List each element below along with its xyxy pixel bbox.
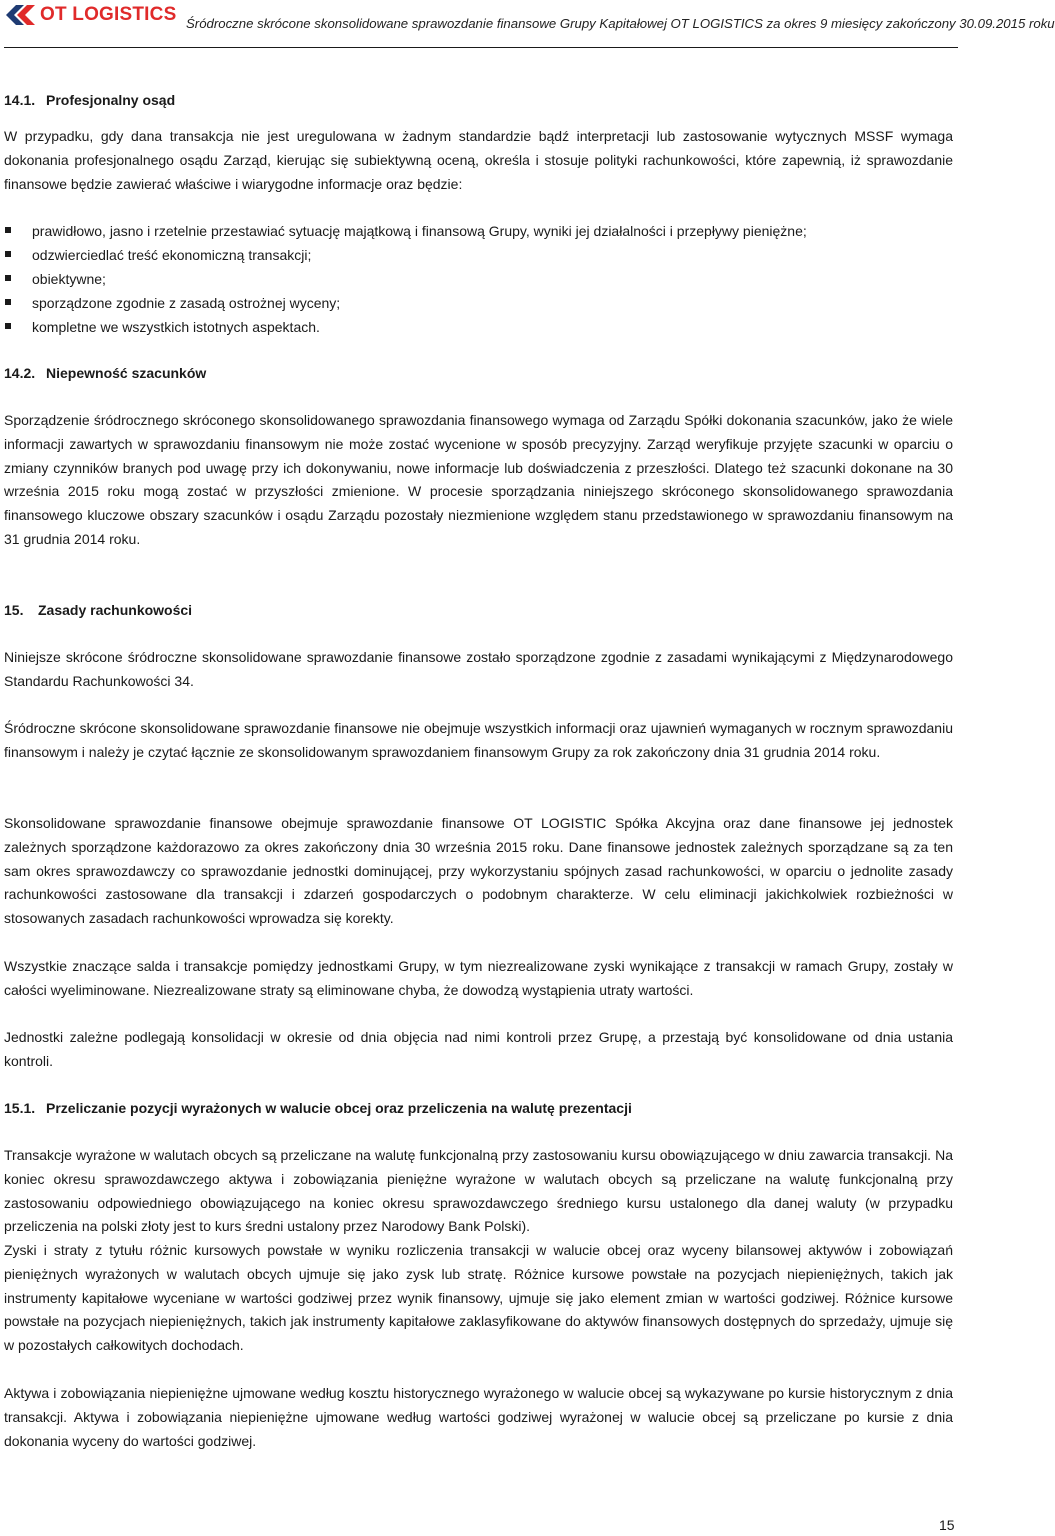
paragraph-estimates: Sporządzenie śródrocznego skróconego skonsolidowanego sprawozdania finansowego wymaga od Zarządu Spółki dokonania szacunków, jako że wiele informacji zawartych w sprawozdaniu finansowym nie może zostać wycenione w sposób precyzyjny. Zarząd weryfikuje przyjęte szacunki w oparciu o zmiany czynników branych pod uwagę przy ich dokonywaniu, nowe informacje lub doświadczenia z przeszłości. Dlatego też szacunki dokonane na 30 września 2015 roku mogą zostać w przyszłości zmienione. W procesie sporządzania niniejszego skróconego skonsolidowanego sprawozdania finansowego kluczowe obszary szacunków i osądu Zarządu pozostały niezmienione względem stanu przedstawionego w sprawozdaniu finansowym na 31 grudnia 2014 roku.	[4, 412, 953, 547]
section-title: Niepewność szacunków	[46, 365, 207, 381]
section-heading-14-1	[4, 92, 175, 108]
list-item: obiektywne;	[4, 267, 807, 291]
paragraph-professional-judgement: W przypadku, gdy dana transakcja nie jest uregulowana w żadnym standardzie bądź interpretacji lub zastosowanie wytycznych MSSF wymaga dokonania profesjonalnego osądu Zarząd, kierując się subiektywną oceną, określa i stosuje polityki rachunkowości, które zapewnią, iż sprawozdanie finansowe będzie zawierać właściwe i wiarygodne informacje oraz będzie:	[4, 128, 953, 192]
list-item: kompletne we wszystkich istotnych aspektach.	[4, 315, 807, 339]
square-bullet-icon	[5, 275, 11, 281]
document-header-title: Śródroczne skrócone skonsolidowane sprawozdanie finansowe Grupy Kapitałowej OT LOGISTICS za okres 9 miesięcy zakończony 30.09.2015 roku	[186, 16, 1055, 31]
paragraph-ias34: Niniejsze skrócone śródroczne skonsolidowane sprawozdanie finansowe zostało sporządzone zgodnie z zasadami wynikającymi z Międzynarodowego Standardu Rachunkowości 34.	[4, 649, 953, 689]
section-title: Profesjonalny osąd	[46, 92, 176, 108]
section-title: Zasady rachunkowości	[38, 602, 193, 618]
logo-text: OT LOGISTICS	[40, 4, 177, 25]
paragraph-fx-differences: Zyski i straty z tytułu różnic kursowych powstałe w wyniku rozliczenia transakcji w walucie obcej oraz wyceny bilansowej aktywów i zobowiązań pieniężnych wyrażonych w walutach obcych ujmuje się jako zysk lub stratę. Różnice kursowe powstałe na pozycjach niepieniężnych, takich jak instrumenty kapitałowe wyceniane w wartości godziwej przez wynik finansowy, ujmuje się jako element zmian w wartości godziwej. Różnice kursowe powstałe na pozycjach niepieniężnych, takich jak instrumenty kapitałowe zaklasyfikowane do aktywów finansowych dostępnych do sprzedaży, ujmuje się w pozostałych całkowitych dochodach.	[4, 1242, 953, 1354]
company-logo	[4, 2, 176, 28]
paragraph-scope: Śródroczne skrócone skonsolidowane sprawozdanie finansowe nie obejmuje wszystkich informacji oraz ujawnień wymaganych w rocznym sprawozdaniu finansowym i należy je czytać łącznie ze skonsolidowanym sprawozdaniem finansowym Grupy za rok zakończony dnia 31 grudnia 2014 roku.	[4, 720, 953, 760]
paragraph-consolidation: Skonsolidowane sprawozdanie finansowe obejmuje sprawozdanie finansowe OT LOGISTIC Spółka Akcyjna oraz dane finansowe jej jednostek zależnych sporządzone każdorazowo za okres zakończony dnia 30 września 2015 roku. Dane finansowe jednostek zależnych sporządzane są za ten sam okres sprawozdawczy co sprawozdanie jednostki dominującej, przy wykorzystaniu spójnych zasad rachunkowości, w oparciu o jednolite zasady rachunkowości zastosowane dla transakcji i zdarzeń gospodarczych o podobnym charakterze. W celu eliminacji jakichkolwiek rozbieżności w stosowanych zasadach rachunkowości wprowadza się korekty.	[4, 815, 953, 927]
section-number: 15.	[4, 602, 24, 618]
section-number: 15.1.	[4, 1100, 36, 1116]
paragraph-non-monetary: Aktywa i zobowiązania niepieniężne ujmowane według kosztu historycznego wyrażonego w walucie obcej są wykazywane po kursie historycznym z dnia transakcji. Aktywa i zobowiązania niepieniężne ujmowane według wartości godziwej wyrażonej w walucie obcej są przeliczane po kursie z dnia dokonania wyceny do wartości godziwej.	[4, 1385, 953, 1449]
section-heading-15	[4, 602, 192, 618]
paragraph-subsidiaries: Jednostki zależne podlegają konsolidacji w okresie od dnia objęcia nad nimi kontroli przez Grupę, a przestają być konsolidowane od dnia ustania kontroli.	[4, 1029, 953, 1069]
page-number: 15	[939, 1517, 955, 1533]
square-bullet-icon	[5, 323, 11, 329]
page-header	[0, 0, 1055, 56]
bullet-list	[4, 219, 807, 339]
ot-logistics-logo-icon	[4, 3, 38, 27]
list-item: prawidłowo, jasno i rzetelnie przestawiać sytuację majątkową i finansową Grupy, wyniki jej działalności i przepływy pieniężne;	[4, 219, 807, 243]
header-divider	[4, 47, 958, 48]
square-bullet-icon	[5, 299, 11, 305]
section-number: 14.2.	[4, 365, 36, 381]
section-heading-15-1	[4, 1100, 632, 1116]
section-heading-14-2	[4, 365, 206, 381]
square-bullet-icon	[5, 251, 11, 257]
section-title: Przeliczanie pozycji wyrażonych w walucie obcej oraz przeliczenia na walutę prezentacji	[46, 1100, 632, 1116]
list-item: odzwierciedlać treść ekonomiczną transakcji;	[4, 243, 807, 267]
list-item: sporządzone zgodnie z zasadą ostrożnej wyceny;	[4, 291, 807, 315]
paragraph-fx-translation: Transakcje wyrażone w walutach obcych są przeliczane na walutę funkcjonalną przy zastosowaniu kursu obowiązującego w dniu zawarcia transakcji. Na koniec okresu sprawozdawczego aktywa i zobowiązania pieniężne wyrażone w walutach obcych są przeliczane na walutę funkcjonalną przy zastosowaniu odpowiedniego obowiązującego na koniec okresu sprawozdawczego średniego kursu ustalonego dla danej waluty (w przypadku przeliczenia na polski złoty jest to kurs średni ustalony przez Narodowy Bank Polski).	[4, 1147, 953, 1235]
section-number: 14.1.	[4, 92, 36, 108]
square-bullet-icon	[5, 227, 11, 233]
paragraph-eliminations: Wszystkie znaczące salda i transakcje pomiędzy jednostkami Grupy, w tym niezrealizowane zyski wynikające z transakcji w ramach Grupy, zostały w całości wyeliminowane. Niezrealizowane straty są eliminowane chyba, że dowodzą wystąpienia utraty wartości.	[4, 958, 953, 998]
